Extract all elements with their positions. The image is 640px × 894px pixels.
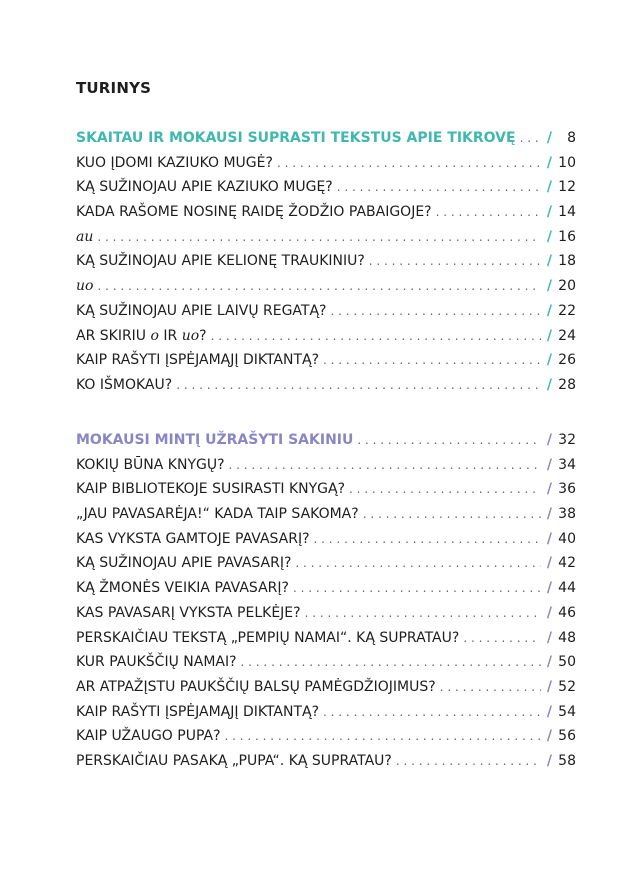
page-number: 14 xyxy=(558,204,576,221)
entry-title: KADA RAŠOME NOSINĘ RAIDĘ ŽODŽIO PABAIGOJE? xyxy=(76,204,432,221)
toc-entry[interactable] xyxy=(76,373,576,398)
section-title: MOKAUSI MINTĮ UŽRAŠYTI SAKINIU xyxy=(76,432,354,448)
toc-entry[interactable] xyxy=(76,551,576,576)
toc-entry[interactable] xyxy=(76,749,576,774)
dot-leader xyxy=(396,749,541,774)
entry-title: KUO ĮDOMI KAZIUKO MUGĖ? xyxy=(76,154,273,171)
entry-title: uo xyxy=(76,278,94,295)
dot-leader xyxy=(520,126,541,151)
toc-entry[interactable] xyxy=(76,324,576,349)
dot-leader xyxy=(440,675,541,700)
page-separator: / xyxy=(546,278,552,295)
page-separator: / xyxy=(546,654,552,671)
toc-entry[interactable] xyxy=(76,700,576,725)
dot-leader xyxy=(357,428,541,453)
page-separator: / xyxy=(546,228,552,245)
page-separator: / xyxy=(546,253,552,270)
entry-title: KO IŠMOKAU? xyxy=(76,376,173,393)
section-heading[interactable] xyxy=(76,428,576,453)
toc-entry[interactable] xyxy=(76,527,576,552)
dot-leader xyxy=(323,348,541,373)
entry-title: KAIP BIBLIOTEKOJE SUSIRASTI KNYGĄ? xyxy=(76,481,346,498)
page-separator: / xyxy=(546,179,552,196)
page-number: 16 xyxy=(558,228,576,245)
page-number: 58 xyxy=(558,752,576,769)
dot-leader xyxy=(323,700,541,725)
page-separator: / xyxy=(546,580,552,597)
page-separator: / xyxy=(546,456,552,473)
entry-title: KUR PAUKŠČIŲ NAMAI? xyxy=(76,654,237,671)
entry-title: au xyxy=(76,228,94,245)
entry-title: KĄ SUŽINOJAU APIE PAVASARĮ? xyxy=(76,555,292,572)
page-number: 40 xyxy=(558,530,576,547)
section-heading[interactable] xyxy=(76,126,576,151)
page-separator: / xyxy=(546,327,552,344)
page-separator: / xyxy=(546,376,552,393)
dot-leader xyxy=(277,151,541,176)
dot-leader xyxy=(241,650,541,675)
dot-leader xyxy=(97,274,540,299)
toc-entry[interactable] xyxy=(76,151,576,176)
dot-leader xyxy=(293,576,541,601)
toc-entry[interactable] xyxy=(76,225,576,250)
dot-leader xyxy=(97,225,541,250)
page-number: 28 xyxy=(558,376,576,393)
page-number: 34 xyxy=(558,456,576,473)
toc-section-1 xyxy=(76,126,576,398)
page-separator: / xyxy=(546,481,552,498)
dot-leader xyxy=(363,502,541,527)
page-separator: / xyxy=(546,629,552,646)
toc-entry[interactable] xyxy=(76,724,576,749)
page-separator: / xyxy=(546,678,552,695)
page-separator: / xyxy=(546,352,552,369)
toc-entry[interactable] xyxy=(76,175,576,200)
dot-leader xyxy=(211,324,541,349)
dot-leader xyxy=(314,527,541,552)
page-number: 24 xyxy=(558,327,576,344)
toc-entry[interactable] xyxy=(76,502,576,527)
page-number: 12 xyxy=(558,179,576,196)
page-number: 42 xyxy=(558,555,576,572)
page-number: 36 xyxy=(558,481,576,498)
toc-entry[interactable] xyxy=(76,299,576,324)
entry-title: KĄ SUŽINOJAU APIE LAIVŲ REGATĄ? xyxy=(76,302,327,319)
page-separator: / xyxy=(546,302,552,319)
page-number: 10 xyxy=(558,154,576,171)
entry-title: PERSKAIČIAU TEKSTĄ „PEMPIŲ NAMAI“. KĄ SUPRATAU? xyxy=(76,629,460,646)
entry-title: KAIP UŽAUGO PUPA? xyxy=(76,728,221,745)
toc-entry[interactable] xyxy=(76,274,576,299)
dot-leader xyxy=(305,601,541,626)
page-number: 54 xyxy=(558,703,576,720)
page-number: 52 xyxy=(558,678,576,695)
page-separator: / xyxy=(546,530,552,547)
page-separator: / xyxy=(546,506,552,523)
dot-leader xyxy=(225,724,541,749)
page-number: 38 xyxy=(558,506,576,523)
entry-title: KĄ SUŽINOJAU APIE KELIONĘ TRAUKINIU? xyxy=(76,253,365,270)
entry-title: KĄ SUŽINOJAU APIE KAZIUKO MUGĘ? xyxy=(76,179,333,196)
section-title: SKAITAU IR MOKAUSI SUPRASTI TEKSTUS APIE TIKROVĘ xyxy=(76,130,516,146)
entry-title: KAS PAVASARĮ VYKSTA PELKĖJE? xyxy=(76,604,301,621)
dot-leader xyxy=(337,175,541,200)
page-number: 18 xyxy=(558,253,576,270)
page-number: 46 xyxy=(558,604,576,621)
entry-title: KAIP RAŠYTI ĮSPĖJAMĄJĮ DIKTANTĄ? xyxy=(76,703,320,720)
page-separator: / xyxy=(546,703,552,720)
page-number: 20 xyxy=(558,278,576,295)
dot-leader xyxy=(463,626,541,651)
page-separator: / xyxy=(546,204,552,221)
toc-entry[interactable] xyxy=(76,675,576,700)
toc-entry[interactable] xyxy=(76,477,576,502)
page-number: 50 xyxy=(558,654,576,671)
entry-title: KĄ ŽMONĖS VEIKIA PAVASARĮ? xyxy=(76,580,289,597)
toc-entry[interactable] xyxy=(76,249,576,274)
entry-title: AR ATPAŽĮSTU PAUKŠČIŲ BALSŲ PAMĖGDŽIOJIMUS? xyxy=(76,678,436,695)
dot-leader xyxy=(229,453,541,478)
toc-entry[interactable] xyxy=(76,601,576,626)
entry-title: PERSKAIČIAU PASAKĄ „PUPA“. KĄ SUPRATAU? xyxy=(76,752,392,769)
page-separator: / xyxy=(546,154,552,171)
entry-title: „JAU PAVASARĖJA!“ KADA TAIP SAKOMA? xyxy=(76,506,359,523)
toc-entry[interactable] xyxy=(76,650,576,675)
dot-leader xyxy=(330,299,540,324)
entry-title: KAS VYKSTA GAMTOJE PAVASARĮ? xyxy=(76,530,310,547)
dot-leader xyxy=(436,200,541,225)
page-separator: / xyxy=(546,728,552,745)
page-number: 56 xyxy=(558,728,576,745)
page-number: 44 xyxy=(558,580,576,597)
page-separator: / xyxy=(546,432,552,448)
toc-entry[interactable] xyxy=(76,626,576,651)
dot-leader xyxy=(369,249,541,274)
dot-leader xyxy=(295,551,540,576)
toc-section-2 xyxy=(76,428,576,774)
entry-title: AR SKIRIU o IR uo? xyxy=(76,327,207,344)
toc-entry[interactable] xyxy=(76,200,576,225)
dot-leader xyxy=(176,373,541,398)
toc-entry[interactable] xyxy=(76,453,576,478)
page-separator: / xyxy=(546,130,552,146)
entry-title: KOKIŲ BŪNA KNYGŲ? xyxy=(76,456,225,473)
page-number: 26 xyxy=(558,352,576,369)
page-separator: / xyxy=(546,604,552,621)
page-title: TURINYS xyxy=(76,79,152,97)
page-separator: / xyxy=(546,752,552,769)
page-number: 48 xyxy=(558,629,576,646)
page-number: 32 xyxy=(558,432,576,448)
entry-title: KAIP RAŠYTI ĮSPĖJAMĄJĮ DIKTANTĄ? xyxy=(76,352,320,369)
page-number: 22 xyxy=(558,302,576,319)
page-number: 8 xyxy=(567,130,576,146)
page-separator: / xyxy=(546,555,552,572)
dot-leader xyxy=(349,477,541,502)
toc-entry[interactable] xyxy=(76,348,576,373)
toc-entry[interactable] xyxy=(76,576,576,601)
